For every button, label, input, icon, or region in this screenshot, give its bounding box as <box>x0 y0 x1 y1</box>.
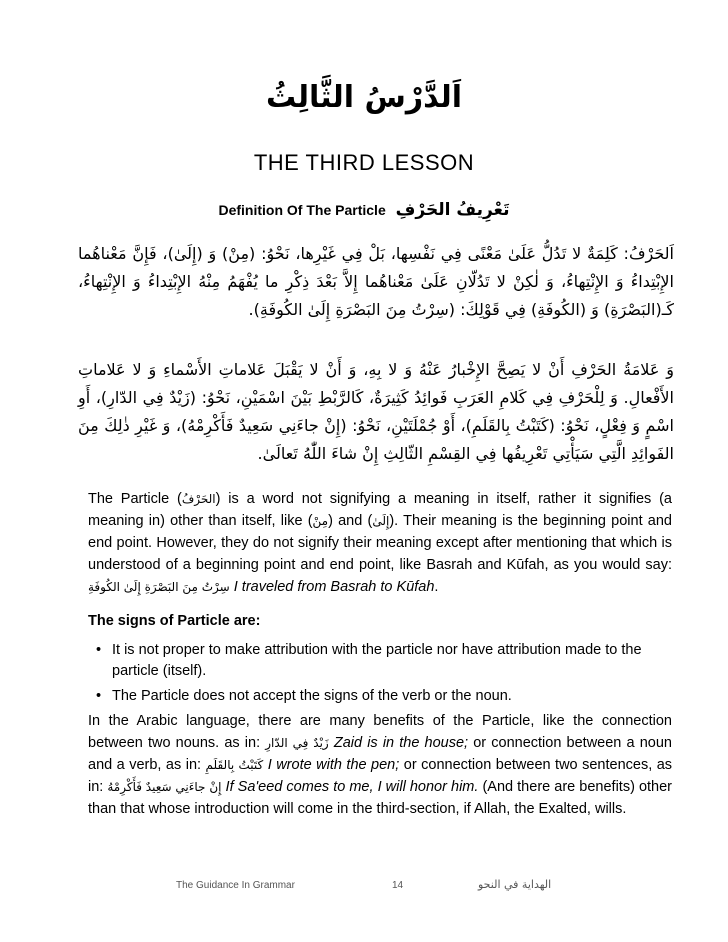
arabic-inline: زَيْدٌ فِي الدّارِ <box>265 736 329 750</box>
arabic-inline: كَتَبْتُ بِالقَلَمِ <box>205 758 264 772</box>
italic-translation: I traveled from Basrah to Kūfah <box>229 579 435 595</box>
english-lesson-title: THE THIRD LESSON <box>253 150 475 175</box>
signs-heading: The signs of Particle are: <box>88 613 261 629</box>
page-number: 14 <box>392 880 404 891</box>
italic-translation: Zaid is in the house; <box>328 735 469 751</box>
signs-list-item: • The Particle does not accept the signs of the verb or the noun. <box>96 686 682 707</box>
text-run: . <box>434 579 439 595</box>
subtitle-english: Definition Of The Particle <box>218 202 386 218</box>
arabic-paragraph-definition: اَلحَرْفُ: كَلِمَةٌ لا تَدُلُّ عَلَىٰ مَعْنًى فِي نَفْسِها، بَلْ فِي غَيْرِها، نَحْوُ: (مِنْ) وَ (إِلَىٰ)، فَإِنَّ مَعْناهُما الإِبْتِداءُ وَ الإِنْتِهاءُ، وَ لٰكِنْ لا تَدُلّانِ عَلَىٰ مَعْناهُما إِلاَّ بَعْدَ ذِكْرِ ما يُفْهَمُ مِنْهُ الإِبْتِداءُ وَ الإِنْتِهاءُ، كَـ(البَصْرَةِ) وَ (الكُوفَةِ) فِي قَوْلِكَ: (سِرْتُ مِنَ البَصْرَةِ إِلَىٰ الكُوفَةِ). <box>78 244 674 319</box>
arabic-inline: مِنْ <box>312 514 329 528</box>
arabic-paragraph-signs: وَ عَلامَةُ الحَرْفِ أَنْ لا يَصِحَّ الإِخْبارُ عَنْهُ وَ لا بِهِ، وَ أَنْ لا يَقْبَلَ عَلاماتِ الأَسْماءِ وَ لا عَلاماتِ الأَفْعالِ. وَ لِلْحَرْفِ فِي كَلامِ العَرَبِ فَوائِدُ كَثِيرَةٌ، كَالرَّبْطِ بَيْنَ اسْمَيْنِ، نَحْوُ: (زَيْدٌ فِي الدّارِ)، أَوِ اسْمٍ وَ فِعْلٍ، نَحْوُ: (كَتَبْتُ بِالقَلَمِ)، أَوْ جُمْلَتَيْنِ، نَحْوُ: (إِنْ جاءَنِي سَعِيدٌ فَأَكْرِمْهُ)، وَ غَيْرِ ذٰلِكَ مِنَ الفَوائِدِ الَّتِي سَيَأْتِي تَعْرِيفُها فِي القِسْمِ الثّالِثِ إِنْ شاءَ اللّٰهُ تَعالَىٰ. <box>78 360 674 463</box>
signs-list-item: • It is not proper to make attribution with the particle nor have attribution made to the particle (itself). <box>96 640 682 682</box>
text-run: ) is a word not signifying a meaning in itself, rather it signifies (a meaning in) other than itself, like ( <box>88 491 672 529</box>
arabic-inline: إِنْ جاءَنِي سَعِيدٌ فَأَكْرِمْهُ <box>107 780 222 794</box>
text-run: The Particle ( <box>88 491 182 507</box>
text-run: or connection between a noun and a verb, as in: <box>88 735 672 773</box>
text-run: In the Arabic language, there are many benefits of the Particle, like the connection between two nouns. as in: <box>88 713 672 751</box>
text-run: ) and ( <box>328 513 373 529</box>
footer-book-title: The Guidance In Grammar <box>176 880 295 891</box>
italic-translation: If Sa'eed comes to me, I will honor him. <box>221 779 479 795</box>
english-paragraph-particle <box>88 488 672 598</box>
arabic-lesson-title: اَلدَّرْسُ الثَّالِثُ <box>265 80 463 115</box>
arabic-inline: سِرْتُ مِنَ البَصْرَةِ إِلَىٰ الكُوفَةِ <box>88 580 230 594</box>
arabic-inline: إِلَىٰ <box>372 514 390 528</box>
text-run: or connection between two sentences, as in: <box>88 757 673 795</box>
english-paragraph-benefits <box>88 710 672 820</box>
arabic-inline: الحَرْفُ <box>181 492 216 506</box>
subtitle-arabic: تَعْرِيفُ الحَرْفِ <box>395 200 510 220</box>
page-footer <box>0 880 728 900</box>
text-run: (And there are benefits) other than that whose introduction will come in the third-section, if Allah, the Exalted, wills. <box>88 779 673 817</box>
italic-translation: I wrote with the pen; <box>263 757 400 773</box>
section-subtitle <box>0 200 728 220</box>
footer-arabic-title: الهداية في النحو <box>478 878 552 891</box>
text-run: ). Their meaning is the beginning point and end point. However, they do not signify their meaning except after mentioning that which is understood of a beginning point and end point, like Basrah and Kūfah, as you would say: <box>88 513 672 573</box>
